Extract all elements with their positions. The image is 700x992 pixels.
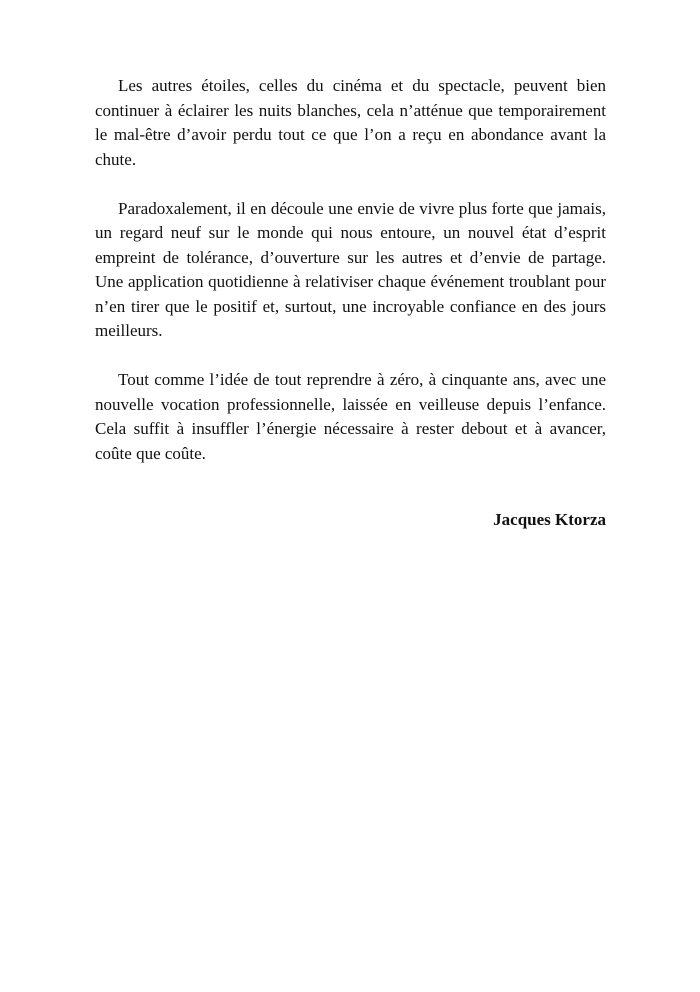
author-signature: Jacques Ktorza [493,510,606,529]
paragraph-2: Paradoxalement, il en découle une envie de vivre plus forte que jamais, un regard neuf sur le monde qui nous entoure, un nouvel état d’esprit empreint de tolérance, d’ouverture sur les autres et d’envie de partage. Une application quotidienne à relativiser chaque événement troublant pour n’en tirer que le positif et, surtout, une incroyable confiance en des jours meilleurs. [95,198,606,340]
document-page [95,74,606,533]
paragraph-3: Tout comme l’idée de tout reprendre à zéro, à cinquante ans, avec une nouvelle vocation professionnelle, laissée en veilleuse depuis l’enfance. Cela suffit à insuffler l’énergie nécessaire à rester debout et à avancer, coûte que coûte. [95,370,606,463]
paragraph-1: Les autres étoiles, celles du cinéma et du spectacle, peuvent bien continuer à éclairer les nuits blanches, cela n’atténue que temporairement le mal-être d’avoir perdu tout ce que l’on a reçu en abondance avant la chute. [95,76,606,169]
